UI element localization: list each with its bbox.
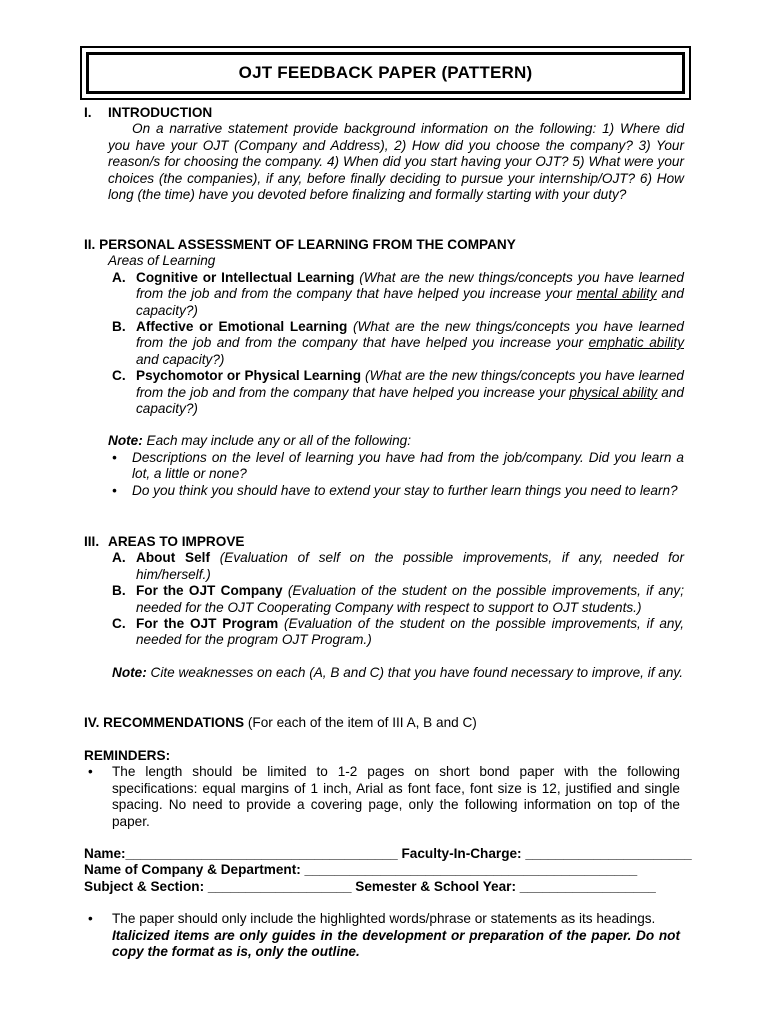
learning-list — [84, 270, 684, 418]
note: Note: Cite weaknesses on each (A, B and C) that you have found necessary to improve, if any. — [112, 664, 683, 680]
section-assessment — [84, 237, 684, 499]
intro-paragraph: On a narrative statement provide background information on the following: 1) Where did you have your OJT (Company and Address), 2) How did you choose the company? 3) Your reason/s for choosing the company. 4) When did you start having your OJT? 5) What were your choices (the companies), if any, before finally deciding to pursue your internship/OJT? 6) How long (the time) have you devoted before finalizing and formally starting with your duty? — [108, 121, 684, 203]
list-item: C. For the OJT Program (Evaluation of the student on the possible improvements, if any, needed for the program OJT Program.) — [112, 616, 685, 648]
title-box — [80, 46, 691, 100]
list-item: A. About Self (Evaluation of self on the possible improvements, if any, needed for him/herself.) — [112, 550, 684, 582]
reminders-heading: REMINDERS: — [84, 748, 171, 763]
section-heading: IV. RECOMMENDATIONS (For each of the item of III A, B and C) — [84, 715, 477, 730]
list-item: • The length should be limited to 1-2 pages on short bond paper with the following specifications: equal margins of 1 inch, Arial as font face, font size is 12, justified and single spacing. No need to provide a covering page, only the following information on top of the paper. — [88, 764, 680, 829]
list-item: A. Cognitive or Intellectual Learning (What are the new things/concepts you have learned from the job and from the company that have helped you increase your mental ability and capacity?) — [112, 269, 684, 318]
section-reminders — [84, 748, 692, 960]
section-recommendations — [84, 715, 684, 731]
form-line-subject: Subject & Section: ___________________ Semester & School Year: __________________ — [84, 878, 656, 894]
section-heading: I. INTRODUCTION — [84, 105, 213, 120]
note-bullets — [84, 450, 684, 499]
note: Note: Each may include any or all of the following: — [108, 433, 411, 449]
section-introduction — [84, 105, 684, 203]
list-item: • Do you think you should have to extend your stay to further learn things you need to learn? — [112, 482, 678, 498]
section-areas-to-improve — [84, 534, 684, 681]
list-item: • Descriptions on the level of learning you have had from the job/company. Did you learn a lot, a little or none? — [112, 449, 684, 482]
section-heading: III. AREAS TO IMPROVE — [84, 534, 245, 549]
areas-subheading: Areas of Learning — [108, 253, 216, 269]
form-line-company: Name of Company & Department: ____________________________________________ — [84, 862, 638, 878]
section-heading: II. PERSONAL ASSESSMENT OF LEARNING FROM THE COMPANY — [84, 237, 516, 252]
header-info-form — [84, 846, 692, 895]
list-item: B. Affective or Emotional Learning (What are the new things/concepts you have learned from the job and from the company that have helped you increase your emphatic ability and capacity?) — [112, 319, 684, 367]
form-line-name: Name:____________________________________ Faculty-In-Charge: ______________________ — [84, 846, 692, 862]
page-title: OJT FEEDBACK PAPER (PATTERN) — [86, 52, 685, 94]
list-item: B. For the OJT Company (Evaluation of the student on the possible improvements, if any; needed for the OJT Cooperating Company with respect to support to OJT students.) — [112, 583, 684, 615]
list-item: C. Psychomotor or Physical Learning (What are the new things/concepts you have learned from the job and from the company that have helped you increase your physical ability and capacity?) — [112, 368, 684, 417]
improve-list — [84, 550, 684, 648]
list-item: • The paper should only include the highlighted words/phrase or statements as its headings. Italicized items are only guides in the development or preparation of the paper. Do not copy the format as is, only the outline. — [88, 911, 680, 960]
